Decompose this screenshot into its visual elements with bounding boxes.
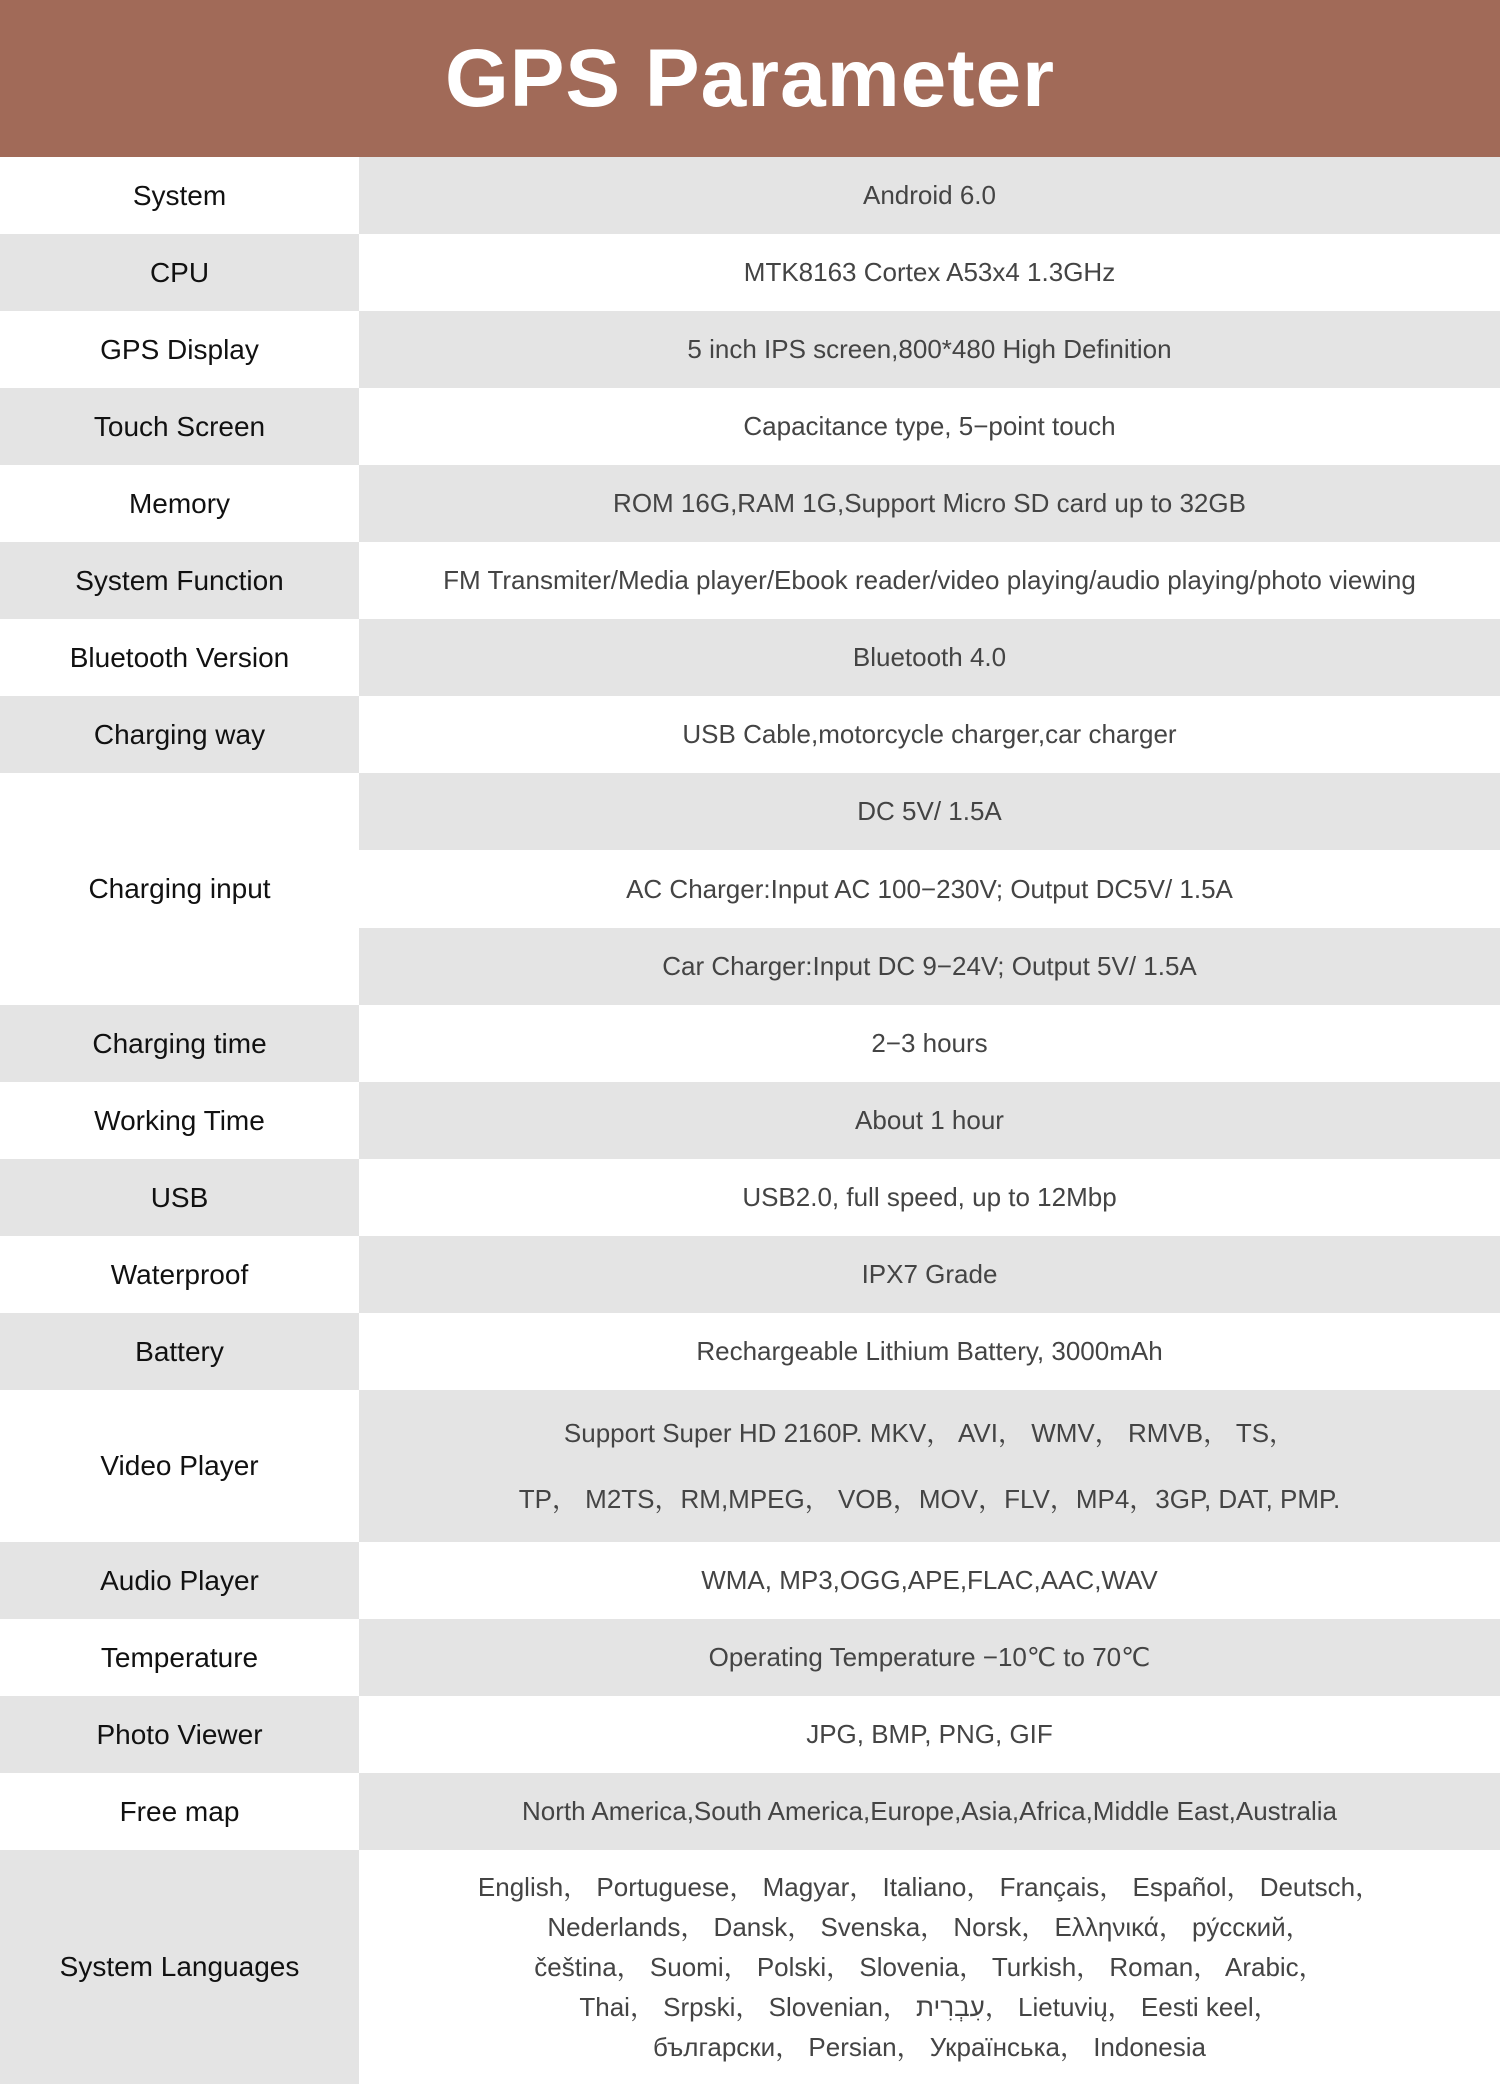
table-row-free-map — [0, 1773, 1500, 1850]
row-value — [359, 1390, 1500, 1542]
table-row-touch-screen — [0, 388, 1500, 465]
row-label: Free map — [0, 1773, 359, 1850]
row-label: Battery — [0, 1313, 359, 1390]
table-row-charging-way — [0, 696, 1500, 773]
row-value: FM Transmiter/Media player/Ebook reader/video playing/audio playing/photo viewing — [359, 542, 1500, 619]
row-value: 2−3 hours — [359, 1005, 1500, 1082]
row-label: CPU — [0, 234, 359, 311]
row-value-group — [359, 773, 1500, 1005]
row-value: USB Cable,motorcycle charger,car charger — [359, 696, 1500, 773]
row-label: Temperature — [0, 1619, 359, 1696]
row-label: Audio Player — [0, 1542, 359, 1619]
row-label: Charging time — [0, 1005, 359, 1082]
row-label: Waterproof — [0, 1236, 359, 1313]
table-row-system — [0, 157, 1500, 234]
row-value: WMA, MP3,OGG,APE,FLAC,AAC,WAV — [359, 1542, 1500, 1619]
row-label: Memory — [0, 465, 359, 542]
page-title: GPS Parameter — [444, 32, 1056, 124]
row-label: Working Time — [0, 1082, 359, 1159]
row-value: Rechargeable Lithium Battery, 3000mAh — [359, 1313, 1500, 1390]
row-label: System Languages — [0, 1850, 359, 2084]
row-value: JPG, BMP, PNG, GIF — [359, 1696, 1500, 1773]
parameter-table — [0, 157, 1500, 2084]
row-value: Operating Temperature −10℃ to 70℃ — [359, 1619, 1500, 1696]
page-header — [0, 0, 1500, 157]
row-value: 5 inch IPS screen,800*480 High Definition — [359, 311, 1500, 388]
table-row-memory — [0, 465, 1500, 542]
row-value: North America,South America,Europe,Asia,Africa,Middle East,Australia — [359, 1773, 1500, 1850]
row-label: Charging way — [0, 696, 359, 773]
table-row-bluetooth-version — [0, 619, 1500, 696]
row-value: Capacitance type, 5−point touch — [359, 388, 1500, 465]
table-row-working-time — [0, 1082, 1500, 1159]
row-value-line: English， Portuguese， Magyar， Italiano， Français， Español， Deutsch， — [477, 1872, 1382, 1902]
row-subvalue: Car Charger:Input DC 9−24V; Output 5V/ 1.5A — [359, 928, 1500, 1005]
row-value — [359, 1850, 1500, 2084]
row-value-line: Nederlands， Dansk， Svenska， Norsk， Ελληνικά， ру́сский， — [547, 1912, 1312, 1942]
row-value: USB2.0, full speed, up to 12Mbp — [359, 1159, 1500, 1236]
row-value-line: български， Persian， Українська， Indonesia — [653, 2032, 1206, 2062]
table-row-photo-viewer — [0, 1696, 1500, 1773]
row-label: Photo Viewer — [0, 1696, 359, 1773]
table-row-usb — [0, 1159, 1500, 1236]
row-value-line: Thai， Srpski， Slovenian， עִבְרִית， Lietuvių， Eesti keel， — [579, 1992, 1280, 2022]
table-row-charging-time — [0, 1005, 1500, 1082]
row-value: MTK8163 Cortex A53x4 1.3GHz — [359, 234, 1500, 311]
table-row-waterproof — [0, 1236, 1500, 1313]
table-row-video-player — [0, 1390, 1500, 1542]
row-value-line: TP， M2TS，RM,MPEG， VOB，MOV，FLV，MP4，3GP, DAT, PMP. — [518, 1484, 1341, 1514]
row-subvalue: DC 5V/ 1.5A — [359, 773, 1500, 850]
row-value-line: Support Super HD 2160P. MKV， AVI， WMV， RMVB， TS， — [563, 1417, 1296, 1448]
row-label: Bluetooth Version — [0, 619, 359, 696]
row-label: Charging input — [0, 773, 359, 1005]
row-value: Android 6.0 — [359, 157, 1500, 234]
table-row-temperature — [0, 1619, 1500, 1696]
row-value-line: čeština， Suomi， Polski， Slovenia， Turkish， Roman， Arabic， — [534, 1952, 1325, 1982]
row-label: USB — [0, 1159, 359, 1236]
row-value: IPX7 Grade — [359, 1236, 1500, 1313]
row-label: System — [0, 157, 359, 234]
table-row-battery — [0, 1313, 1500, 1390]
table-row-audio-player — [0, 1542, 1500, 1619]
row-label: System Function — [0, 542, 359, 619]
table-row-cpu — [0, 234, 1500, 311]
table-row-charging-input — [0, 773, 1500, 1005]
table-row-system-languages — [0, 1850, 1500, 2084]
row-subvalue: AC Charger:Input AC 100−230V; Output DC5V/ 1.5A — [359, 850, 1500, 928]
row-label: GPS Display — [0, 311, 359, 388]
table-row-system-function — [0, 542, 1500, 619]
row-label: Touch Screen — [0, 388, 359, 465]
row-value: Bluetooth 4.0 — [359, 619, 1500, 696]
row-value: ROM 16G,RAM 1G,Support Micro SD card up to 32GB — [359, 465, 1500, 542]
row-value: About 1 hour — [359, 1082, 1500, 1159]
table-row-gps-display — [0, 311, 1500, 388]
row-label: Video Player — [0, 1390, 359, 1542]
